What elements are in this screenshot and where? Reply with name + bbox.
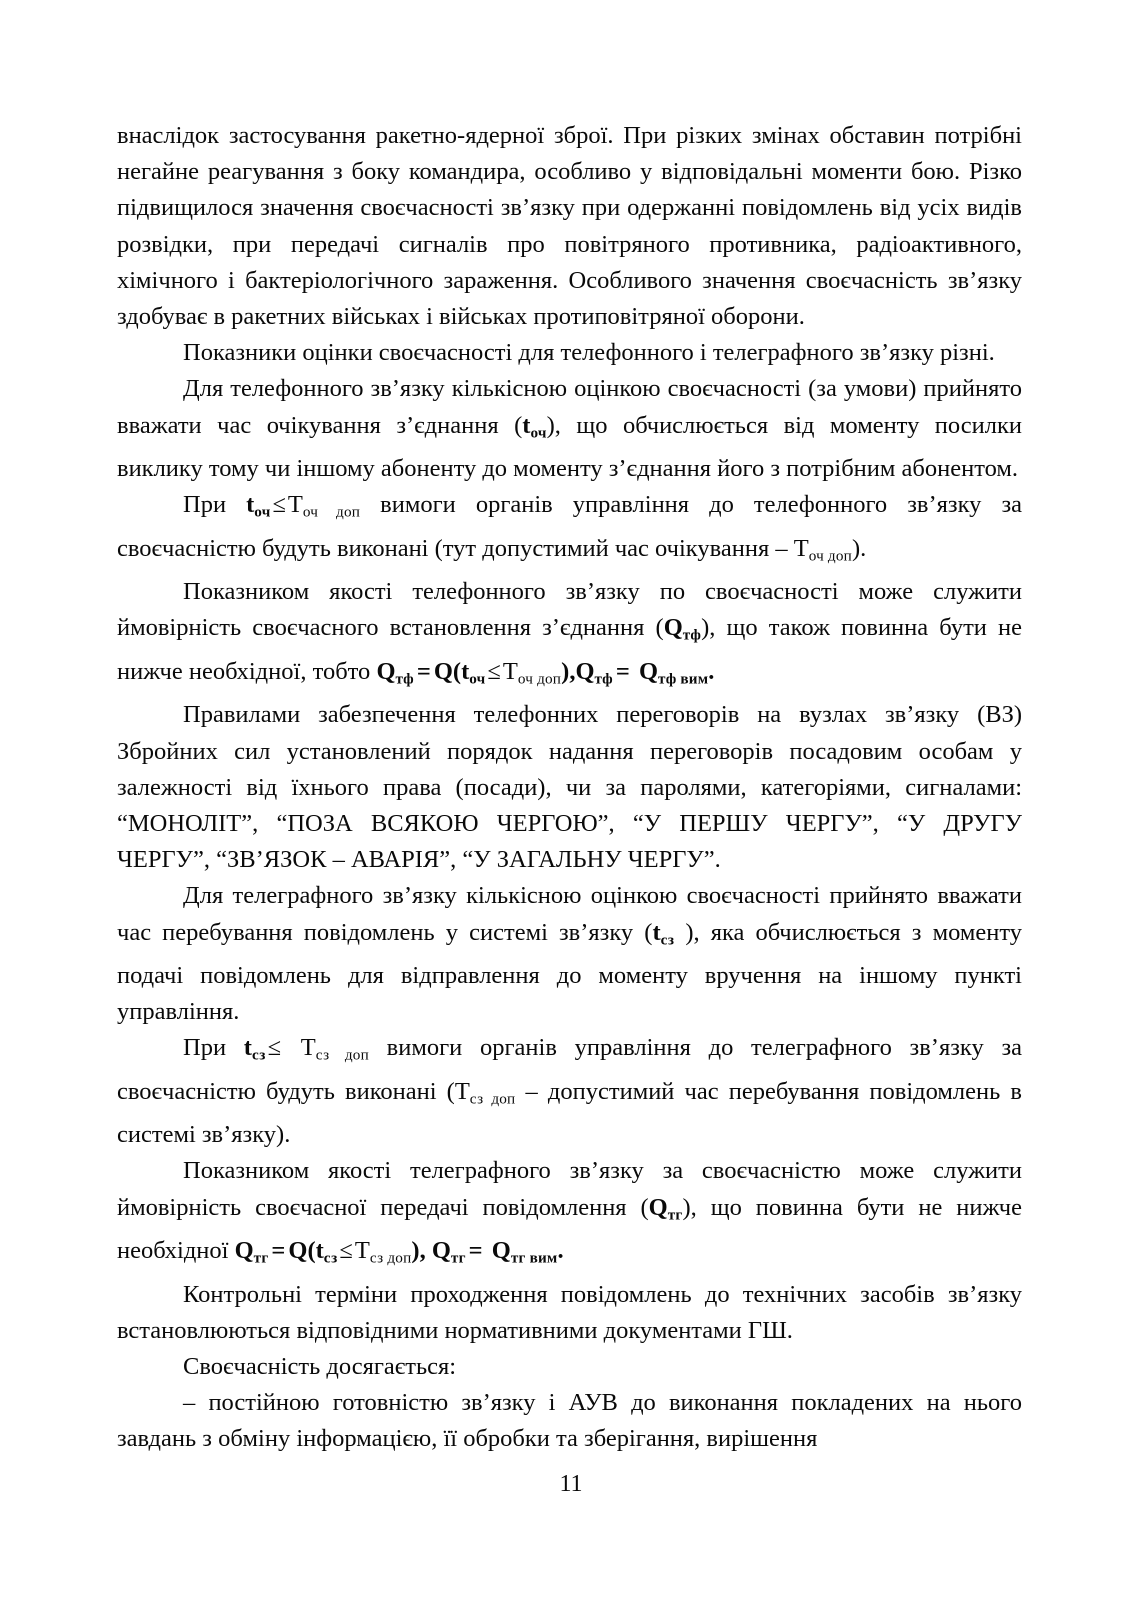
math-comma: , xyxy=(569,657,576,685)
formula-T-och-dop xyxy=(794,535,852,562)
paragraph-10: Контрольні терміни проходження повідомлень до технічних засобів зв’язку встановлюються відповідними нормативними документами ГШ. xyxy=(117,1280,1022,1344)
paragraph-9 xyxy=(117,1153,1022,1276)
formula-Q-tg-equation xyxy=(234,1237,564,1267)
paragraph-2: Показники оцінки своєчасності для телефонного і телеграфного зв’язку різні. xyxy=(183,339,995,367)
math-symbol-t: t xyxy=(243,1034,252,1062)
math-subscript-och: оч xyxy=(469,670,486,688)
math-subscript-tf: тф xyxy=(594,670,613,688)
math-symbol-equals: = xyxy=(271,1237,286,1265)
math-symbol-Q: Q xyxy=(376,657,396,685)
math-subscript-och-dop: оч доп xyxy=(302,503,361,521)
math-comma: , xyxy=(419,1237,426,1265)
paragraph-5-text-before: Показником якості телефонного зв’язку по своєчасності може служити ймовірність своєчасного встановлення з’єднання ( xyxy=(117,578,1022,642)
page-text-body xyxy=(117,118,1022,1458)
math-symbol-Q: Q xyxy=(234,1237,254,1265)
math-subscript-tg: тг xyxy=(253,1249,269,1267)
paragraph-5 xyxy=(117,574,1022,697)
math-symbol-equals: = xyxy=(615,657,630,685)
paragraph-5-text-mid: ), що також повинна бути не нижче необхідної, тобто xyxy=(117,614,1023,685)
math-subscript-och-dop: оч доп xyxy=(517,670,562,688)
math-symbol-T: T xyxy=(300,1034,316,1062)
paragraph-8-text-after: – допустимий час перебування повідомлень в системі зв’язку). xyxy=(117,1077,1022,1149)
paragraph-8-text-before: При xyxy=(183,1034,244,1062)
paragraph-3-text-before: Для телефонного зв’язку кількісною оцінкою своєчасності (за умови) прийнято вважати час очікування з’єднання ( xyxy=(117,375,1022,439)
math-symbol-less-equal: ≤ xyxy=(339,1237,353,1265)
math-open-paren: ( xyxy=(307,1237,316,1265)
math-subscript-och: оч xyxy=(530,423,547,441)
math-close-paren: ) xyxy=(561,657,570,685)
math-symbol-t: t xyxy=(461,657,470,685)
math-symbol-T: T xyxy=(502,657,518,685)
paragraph-6: Правилами забезпечення телефонних переговорів на вузлах зв’язку (ВЗ) Збройних сил установлений порядок надання переговорів посадовим особам у залежності від їхнього права (посади), чи за паролями, категоріями, сигналами: “МОНОЛІТ”, “ПОЗА ВСЯКОЮ ЧЕРГОЮ”, “У ПЕРШУ ЧЕРГУ”, “У ДРУГУ ЧЕРГУ”, “ЗВ’ЯЗОК – АВАРІЯ”, “У ЗАГАЛЬНУ ЧЕРГУ”. xyxy=(117,701,1022,874)
paragraph-12-list-item: – постійною готовністю зв’язку і АУВ до виконання покладених на нього завдань з обміну інформацією, її обробки та зберігання, вирішення xyxy=(117,1389,1022,1453)
math-subscript-tf-vym: тф вим xyxy=(658,670,709,688)
paragraph-9-text-mid: ), що повинна бути не нижче необхідної xyxy=(117,1193,1022,1265)
math-symbol-t: t xyxy=(522,411,531,439)
paragraph-4-text-mid: вимоги органів управління до телефонного зв’язку за своєчасністю будуть виконані (тут допустимий час очікування – xyxy=(117,491,1023,562)
math-subscript-tg: тг xyxy=(450,1249,466,1267)
paragraph-4-text-before: При xyxy=(183,491,247,519)
paragraph-3 xyxy=(117,371,1022,487)
math-symbol-equals: = xyxy=(416,657,431,685)
math-open-paren: ( xyxy=(452,657,462,685)
math-symbol-Q: Q xyxy=(433,657,453,685)
math-subscript-tf: тф xyxy=(395,670,414,688)
paragraph-4 xyxy=(117,487,1022,574)
paragraph-7-text-before: Для телеграфного зв’язку кількісною оцінкою своєчасності прийнято вважати час перебування повідомлень у системі зв’язку ( xyxy=(117,882,1022,946)
math-period: . xyxy=(708,657,715,685)
math-close-paren: ) xyxy=(411,1237,420,1265)
math-symbol-T: T xyxy=(287,491,303,519)
paragraph-11: Своєчасність досягається: xyxy=(183,1353,457,1380)
math-symbol-equals: = xyxy=(468,1237,483,1265)
inline-formula-t-och xyxy=(522,412,546,439)
math-symbol-t: t xyxy=(246,491,255,519)
math-symbol-Q: Q xyxy=(288,1237,308,1265)
inline-formula-Q-tf xyxy=(663,614,702,644)
math-subscript-sz-dop: сз доп xyxy=(315,1046,369,1064)
math-subscript-tg: тг xyxy=(667,1205,683,1223)
formula-T-sz-dop xyxy=(454,1077,516,1108)
paragraph-8 xyxy=(117,1030,1022,1153)
math-symbol-Q: Q xyxy=(663,614,683,642)
math-symbol-Q: Q xyxy=(575,657,595,685)
math-symbol-Q: Q xyxy=(491,1237,511,1265)
math-symbol-Q: Q xyxy=(648,1193,668,1221)
formula-Q-tf-equation xyxy=(376,657,715,688)
math-symbol-Q: Q xyxy=(638,657,659,685)
math-symbol-t: t xyxy=(315,1237,324,1265)
math-symbol-less-equal: ≤ xyxy=(272,491,286,519)
paragraph-9-text-before: Показником якості телеграфного зв’язку за своєчасністю може служити ймовірність своєчасної передачі повідомлення ( xyxy=(117,1157,1022,1221)
math-subscript-tg-vym: тг вим xyxy=(510,1249,558,1267)
math-symbol-less-equal: ≤ xyxy=(487,657,501,685)
inline-formula-Q-tg xyxy=(649,1194,683,1221)
formula-t-och-le-T-och-dop xyxy=(246,491,361,521)
paragraph-1: внаслідок застосування ракетно-ядерної зброї. При різких змінах обставин потрібні негайне реагування з боку командира, особливо у відповідальні моменти бою. Різко підвищилося значення своєчасності зв’язку при одержанні повідомлень від усіх видів розвідки, при передачі сигналів про повітряного противника, радіоактивного, хімічного і бактеріологічного зараження. Особливого значення своєчасність зв’язку здобуває в ракетних військах і військах протиповітряної оборони. xyxy=(117,122,1022,331)
inline-formula-t-sz xyxy=(652,919,685,946)
math-subscript-och: оч xyxy=(254,503,271,521)
paragraph-7-text-after: ), яка обчислюється з моменту подачі повідомлень для відправлення до моменту вручення на іншому пункті управління. xyxy=(117,918,1022,1026)
math-symbol-T: T xyxy=(354,1237,370,1265)
paragraph-7 xyxy=(117,878,1022,1030)
math-symbol-t: t xyxy=(652,918,661,946)
math-subscript-sz: сз xyxy=(660,930,675,948)
math-period: . xyxy=(557,1237,564,1265)
math-subscript-och-dop: оч доп xyxy=(808,546,852,564)
paragraph-3-text-after: ), що обчислюється від моменту посилки виклику тому чи іншому абоненту до моменту з’єднання його з потрібним абонентом. xyxy=(117,411,1022,483)
math-subscript-sz-dop: сз доп xyxy=(469,1090,516,1108)
math-subscript-sz-dop: сз доп xyxy=(369,1249,412,1267)
math-symbol-T: T xyxy=(454,1077,470,1105)
math-symbol-T: T xyxy=(793,534,809,562)
page-number: 11 xyxy=(559,1471,583,1497)
math-subscript-sz: сз xyxy=(251,1046,266,1064)
math-subscript-sz: сз xyxy=(323,1249,338,1267)
math-subscript-tf: тф xyxy=(682,626,702,644)
formula-t-sz-le-T-sz-dop xyxy=(243,1034,369,1064)
math-symbol-less-equal: ≤ xyxy=(267,1034,282,1062)
math-symbol-Q: Q xyxy=(431,1237,451,1265)
paragraph-8-text-mid: вимоги органів управління до телеграфного зв’язку за своєчасністю будуть виконані ( xyxy=(117,1034,1022,1105)
paragraph-4-text-after: ). xyxy=(851,534,867,562)
